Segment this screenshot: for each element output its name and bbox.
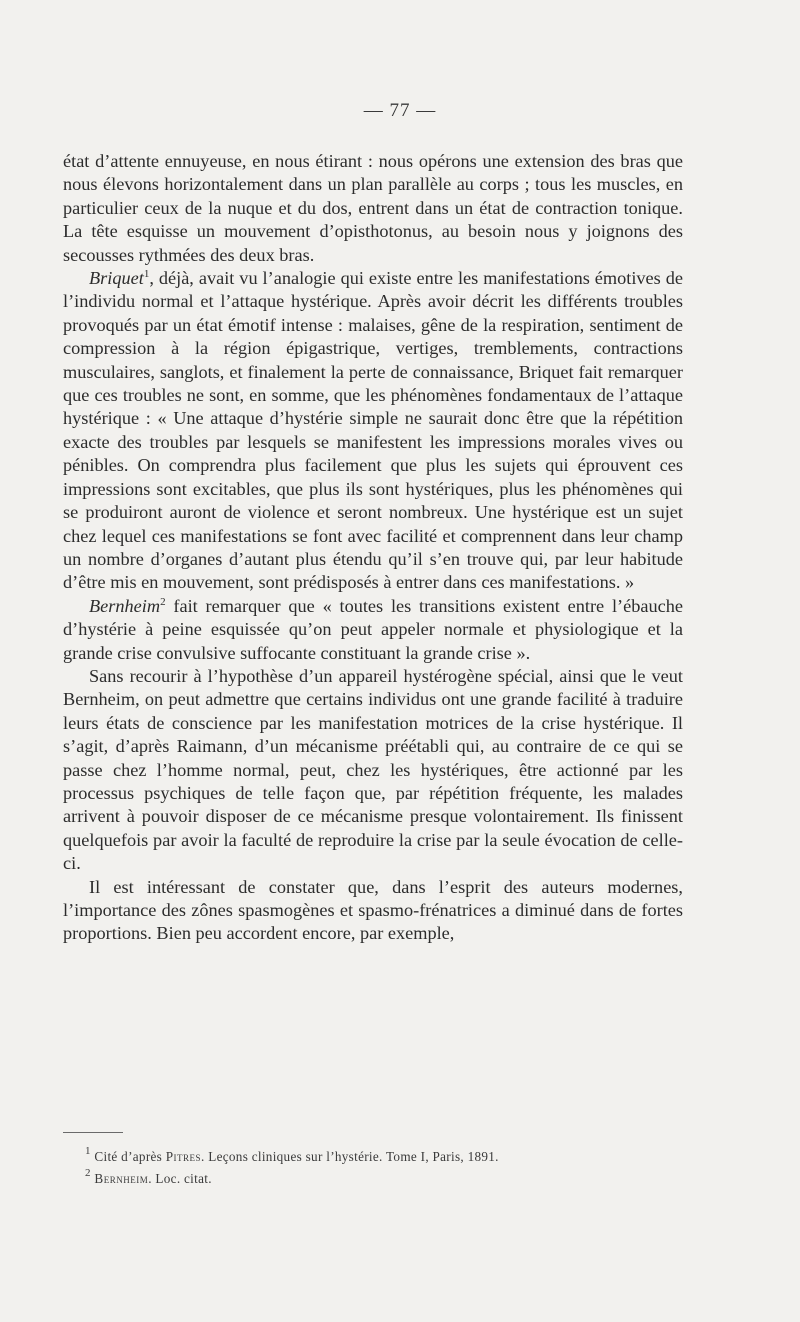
footnote bbox=[85, 1168, 685, 1190]
text-run: Sans recourir à l’hypothèse d’un appareil hystérogène spécial, ainsi que le veut Bernheim, on peut admettre que certains individus ont une grande facilité à traduire leurs états de conscience par les manifestation motrices de la crise hystérique. Il s’agit, d’après Raimann, d’un mécanisme préétabli qui, au contraire de ce qui se passe chez l’homme normal, peut, chez les hystériques, être actionné par les processus psychiques de telle façon que, par répétition fréquente, les malades arrivent à pouvoir disposer de ce mécanisme presque volontairement. Ils finissent quelquefois par avoir la faculté de reproduire la crise par la seule évocation de celle-ci. bbox=[63, 665, 683, 874]
footnote-marker: 1 bbox=[85, 1145, 91, 1157]
footnote bbox=[85, 1146, 685, 1168]
text-run: fait remarquer que « toutes les transitions existent entre l’ébauche d’hystérie à peine esquissée qu’on peut appeler normale et physiologique et la grande crise convulsive suffocante constituant la grande crise ». bbox=[63, 595, 683, 663]
page-number: — 77 — bbox=[363, 100, 437, 121]
footnotes bbox=[85, 1146, 685, 1190]
footnote-separator bbox=[63, 1132, 123, 1133]
author-name: Bernheim bbox=[94, 1171, 149, 1186]
text-run: . Loc. citat. bbox=[148, 1171, 212, 1186]
text-run: état d’attente ennuyeuse, en nous étirant : nous opérons une extension des bras que nous élevons horizontalement dans un plan parallèle au corps ; tous les muscles, en particulier ceux de la nuque et du dos, entrent dans un état de contraction tonique. La tête esquisse un mouvement d’opisthotonus, au besoin nous y joignons des secousses rythmées des deux bras. bbox=[63, 151, 683, 265]
author-name: Briquet bbox=[89, 268, 144, 289]
paragraph bbox=[63, 876, 683, 946]
footnote-marker: 2 bbox=[85, 1167, 91, 1179]
text-run: . Leçons cliniques sur l’hystérie. Tome I, Paris, 1891. bbox=[201, 1149, 499, 1164]
footnote-marker: 1 bbox=[143, 268, 150, 281]
paragraph bbox=[63, 267, 683, 595]
text-run: Cité d’après bbox=[90, 1149, 166, 1164]
text-run: Il est intéressant de constater que, dans l’esprit des auteurs modernes, l’importance des zônes spasmogènes et spasmo-frénatrices a diminué dans de fortes proportions. Bien peu accordent encore, par exemple, bbox=[63, 876, 683, 944]
paragraph bbox=[63, 665, 683, 876]
author-name: Bernheim bbox=[89, 595, 161, 616]
footnote-marker: 2 bbox=[160, 595, 166, 608]
text-run: , déjà, avait vu l’analogie qui existe entre les manifestations émotives de l’individu normal et l’attaque hystérique. Après avoir décrit les différents troubles provoqués par un état émotif intense : malaises, gêne de la respiration, sentiment de compression à la région épigastrique, vertiges, tremblements, contractions musculaires, sanglots, et finalement la perte de connaissance, Briquet fait remarquer que ces troubles ne sont, en somme, que les phénomènes fondamentaux de l’attaque hystérique : « Une attaque d’hystérie simple ne saurait donc être que la répétition exacte des troubles par lesquels se manifestent les impressions morales vives ou pénibles. On comprendra plus facilement que plus les sujets qui éprouvent ces impressions sont excitables, que plus ils sont hystériques, plus les phénomènes qui se produiront auront de violence et seront nombreux. Une hystérique est un sujet chez lequel ces manifestations se font avec facilité et comprennent dans leur champ un nombre d’organes d’autant plus étendu qu’il s’en trouve qui, par leur habitude d’être mis en mouvement, sont prédisposés à entrer dans ces manifestations. » bbox=[63, 268, 683, 593]
author-name: Pitres bbox=[165, 1149, 202, 1164]
body-text bbox=[63, 150, 683, 946]
paragraph bbox=[63, 150, 683, 267]
paragraph bbox=[63, 595, 683, 665]
